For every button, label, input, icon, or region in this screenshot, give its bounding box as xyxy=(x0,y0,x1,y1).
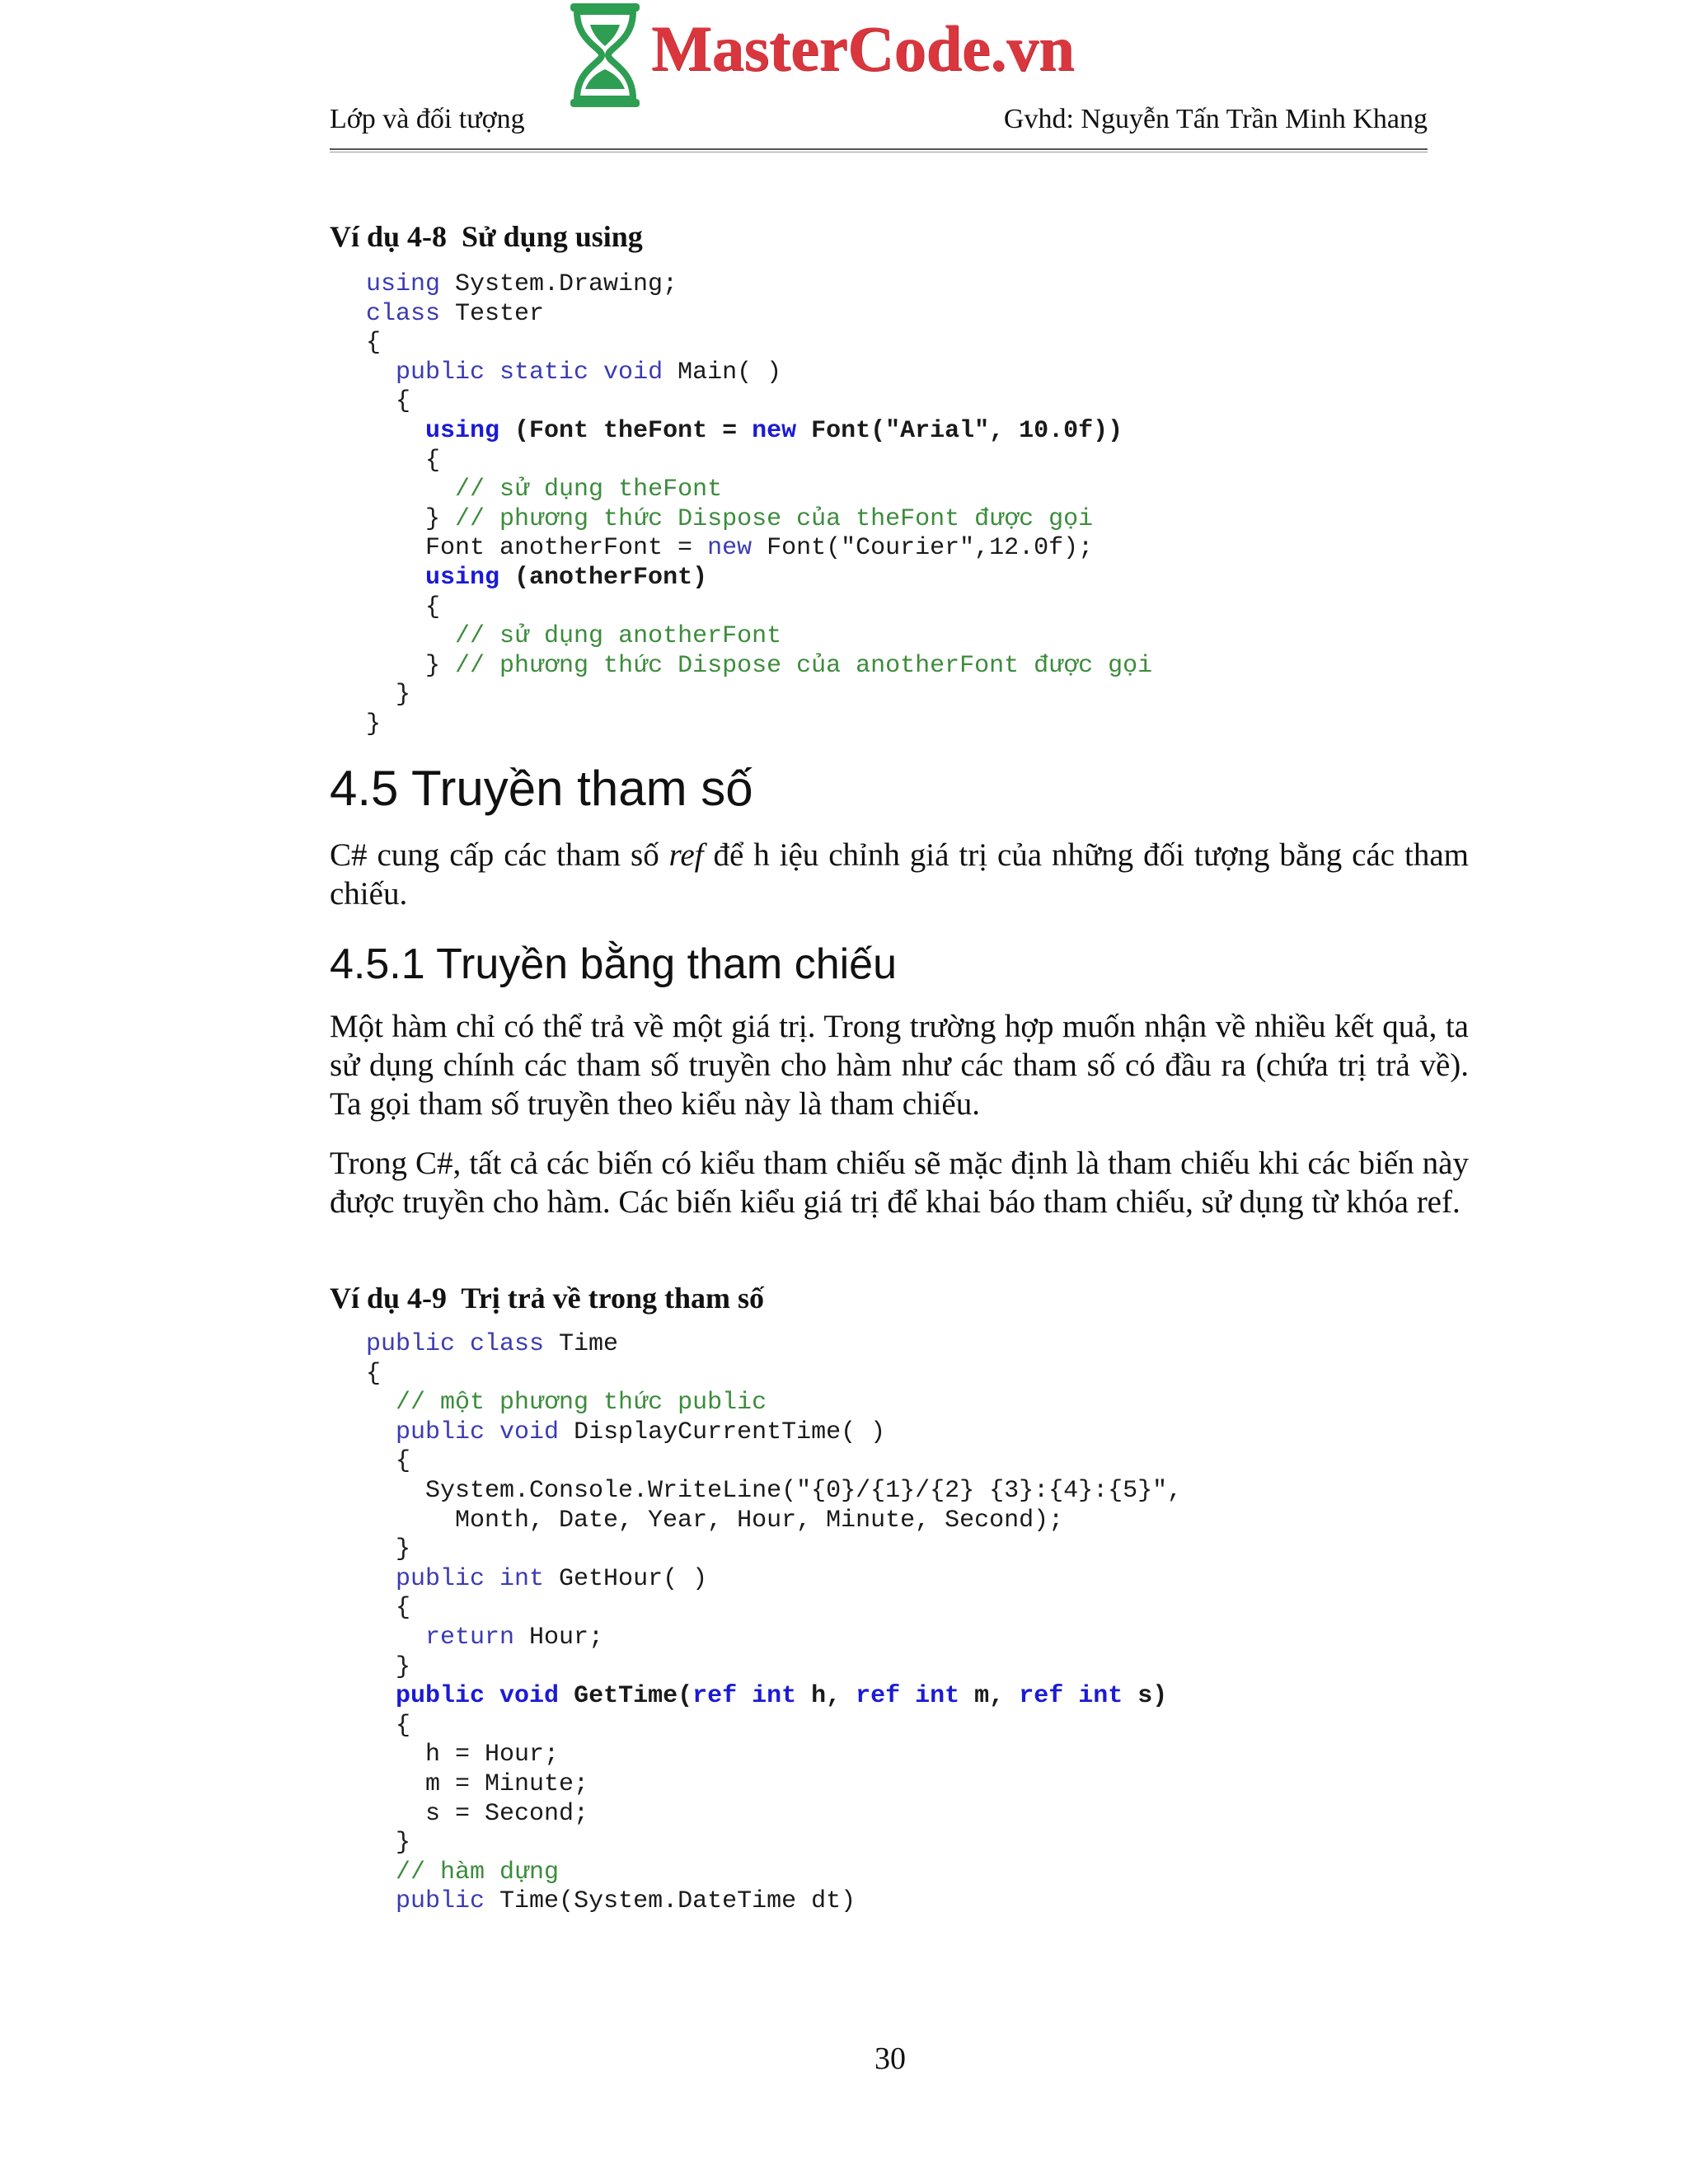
hourglass-icon xyxy=(565,0,645,110)
code-text xyxy=(366,1624,425,1652)
code-line xyxy=(366,1418,1182,1448)
code-line xyxy=(366,1712,1182,1741)
code-text: Time xyxy=(544,1330,619,1358)
code-keyword: new xyxy=(752,416,797,445)
code-keyword: ref int xyxy=(1019,1682,1123,1711)
code-text: s) xyxy=(1123,1682,1168,1711)
code-text: DisplayCurrentTime( ) xyxy=(559,1418,886,1446)
code-line xyxy=(366,1360,1182,1390)
code-text: } xyxy=(366,1535,411,1564)
code-line xyxy=(366,1653,1182,1683)
code-line xyxy=(366,710,1152,740)
code-comment: // hàm dựng xyxy=(396,1858,560,1886)
code-line xyxy=(366,1447,1182,1477)
code-keyword: public class xyxy=(366,1330,545,1358)
code-block xyxy=(366,270,1152,740)
code-text: System.Console.WriteLine("{0}/{1}/{2} {3}:{4}:{5}", xyxy=(366,1476,1183,1505)
code-text: } xyxy=(366,651,456,680)
code-line xyxy=(366,622,1152,652)
code-line xyxy=(366,1507,1182,1536)
section-heading: 4.5 Truyền tham số xyxy=(330,761,753,816)
code-text xyxy=(366,622,455,650)
code-keyword: public int xyxy=(396,1564,545,1593)
paragraph: Trong C#, tất cả các biến có kiểu tham chiếu sẽ mặc định là tham chiếu khi các biến này được truyền cho hàm. Các biến kiểu giá trị để khai báo tham chiếu, sử dụng từ khóa ref. xyxy=(330,1146,1469,1220)
code-keyword: public xyxy=(396,1887,485,1916)
code-keyword: public void xyxy=(396,1418,560,1446)
code-line xyxy=(366,417,1152,447)
code-text: { xyxy=(366,1594,411,1623)
code-comment: // phương thức Dispose của anotherFont được gọi xyxy=(455,651,1153,680)
code-keyword: class xyxy=(366,299,441,328)
code-text xyxy=(366,1389,396,1417)
code-line xyxy=(366,447,1152,476)
code-text: { xyxy=(366,1447,411,1476)
code-line xyxy=(366,387,1152,417)
code-keyword: public void xyxy=(396,1682,560,1711)
subsection-heading: 4.5.1 Truyền bằng tham chiếu xyxy=(330,940,898,988)
code-text: Tester xyxy=(440,299,545,328)
code-block xyxy=(366,1330,1182,1917)
code-keyword: return xyxy=(425,1623,515,1652)
header-chapter-title: Lớp và đối tượng xyxy=(330,104,525,134)
code-text: m, xyxy=(959,1682,1020,1711)
code-text: Font anotherFont = xyxy=(366,534,708,563)
code-line xyxy=(366,1594,1182,1624)
page-number: 30 xyxy=(874,2041,906,2076)
code-text: GetTime( xyxy=(559,1682,693,1711)
code-comment: // phương thức Dispose của theFont được gọi xyxy=(455,504,1094,533)
code-text: { xyxy=(366,1359,382,1388)
code-line xyxy=(366,329,1152,359)
code-text xyxy=(366,1418,396,1446)
code-text: { xyxy=(366,593,441,621)
code-text: Font("Arial", 10.0f)) xyxy=(796,416,1123,445)
code-line xyxy=(366,1682,1182,1712)
code-keyword: using xyxy=(425,563,500,592)
code-line xyxy=(366,1477,1182,1507)
code-line xyxy=(366,1535,1182,1565)
code-line xyxy=(366,1330,1182,1360)
code-text: } xyxy=(366,504,456,533)
code-keyword: new xyxy=(707,534,753,563)
code-comment: // sử dụng anotherFont xyxy=(455,622,782,651)
code-line xyxy=(366,476,1152,505)
code-text: Month, Date, Year, Hour, Minute, Second); xyxy=(366,1506,1064,1535)
code-line xyxy=(366,270,1152,300)
code-line xyxy=(366,1389,1182,1418)
code-line xyxy=(366,534,1152,564)
paragraph: C# cung cấp các tham số ref để h iệu chỉnh giá trị của những đối tượng bằng các tham chiếu. xyxy=(330,837,1469,912)
code-line xyxy=(366,1741,1182,1770)
code-text: m = Minute; xyxy=(366,1769,589,1798)
code-line xyxy=(366,505,1152,535)
code-text: System.Drawing; xyxy=(440,270,678,298)
logo-text: MasterCode.vn xyxy=(651,12,1075,84)
code-keyword: using xyxy=(366,270,441,298)
code-line xyxy=(366,1565,1182,1595)
code-text: Font("Courier",12.0f); xyxy=(752,534,1094,563)
code-line xyxy=(366,593,1152,623)
code-text: } xyxy=(366,1829,411,1858)
code-comment: // sử dụng theFont xyxy=(455,476,723,504)
code-text: } xyxy=(366,1652,411,1681)
code-line xyxy=(366,681,1152,710)
code-text: (anotherFont) xyxy=(499,563,708,592)
code-text: h, xyxy=(796,1682,856,1711)
code-line xyxy=(366,652,1152,682)
paragraph: Một hàm chỉ có thể trả về một giá trị. Trong trường hợp muốn nhận về nhiều kết quả, ta sử dụng chính các tham số truyền cho hàm như các tham số có đầu ra (chứa trị trả về). Ta gọi tham số truyền theo kiểu này là tham chiếu. xyxy=(330,1009,1469,1122)
code-line xyxy=(366,564,1152,593)
code-line xyxy=(366,300,1152,330)
code-line xyxy=(366,1829,1182,1858)
code-text xyxy=(366,1682,396,1710)
code-text: { xyxy=(366,329,382,358)
code-line xyxy=(366,1624,1182,1653)
code-keyword: ref int xyxy=(692,1682,797,1711)
code-text xyxy=(366,564,425,592)
code-text xyxy=(366,1887,396,1915)
code-text xyxy=(366,476,455,504)
code-text: Main( ) xyxy=(663,358,782,387)
code-text: h = Hour; xyxy=(366,1741,560,1769)
example-caption: Ví dụ 4-8 Sử dụng using xyxy=(330,220,643,253)
code-text xyxy=(366,1565,396,1593)
code-text: GetHour( ) xyxy=(544,1564,708,1593)
code-text: { xyxy=(366,387,411,416)
code-line xyxy=(366,1858,1182,1888)
code-text xyxy=(366,1858,396,1886)
code-text: Time(System.DateTime dt) xyxy=(485,1887,856,1916)
code-line xyxy=(366,1887,1182,1917)
code-keyword: ref int xyxy=(856,1682,960,1711)
code-text: { xyxy=(366,446,441,475)
code-keyword: public static void xyxy=(396,358,663,387)
code-text xyxy=(366,417,425,445)
code-text: } xyxy=(366,681,411,710)
mastercode-logo xyxy=(565,0,1142,112)
header-rule xyxy=(330,148,1428,150)
example-caption: Ví dụ 4-9 Trị trả về trong tham số xyxy=(330,1282,764,1315)
code-text: } xyxy=(366,710,382,738)
code-comment: // một phương thức public xyxy=(396,1389,767,1418)
code-text: s = Second; xyxy=(366,1799,589,1828)
code-keyword: using xyxy=(425,416,500,445)
code-line xyxy=(366,1770,1182,1800)
code-line xyxy=(366,1800,1182,1830)
code-line xyxy=(366,359,1152,388)
header-instructor: Gvhd: Nguyễn Tấn Trần Minh Khang xyxy=(1003,104,1428,134)
code-text: { xyxy=(366,1711,411,1740)
code-text: Hour; xyxy=(514,1623,604,1652)
code-text xyxy=(366,359,396,387)
code-text: (Font theFont = xyxy=(499,416,753,445)
